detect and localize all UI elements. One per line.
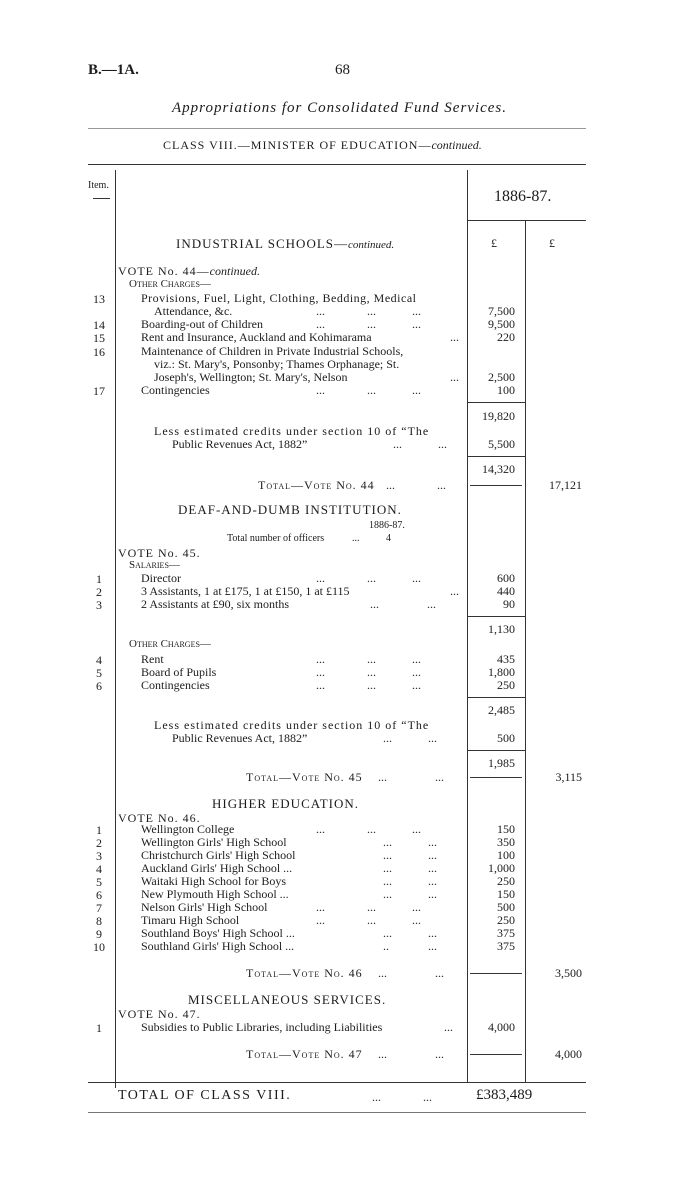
vote-45-heading: VOTE No. 45.: [118, 546, 201, 560]
leader-dots: ... ...: [383, 887, 437, 901]
leader-dots: ... ... ...: [316, 913, 421, 927]
item-number: 17: [93, 384, 105, 398]
amount: 4,000: [488, 1020, 515, 1034]
amount-column-middle-border: [525, 220, 526, 1082]
leader-dots: ...: [450, 330, 459, 344]
other-charges-heading: Other Charges—: [129, 638, 211, 650]
vote-46-heading: VOTE No. 46.: [118, 811, 201, 825]
other-charges-heading: Other Charges—: [129, 278, 211, 290]
page-title: Appropriations for Consolidated Fund Services.: [172, 100, 508, 116]
amount: 150: [497, 822, 515, 836]
salaries-total: 1,130: [488, 622, 515, 636]
class-title: [163, 138, 482, 153]
leader-dots: ... ...: [383, 874, 437, 888]
sum-rule: [467, 456, 525, 457]
item-description: Christchurch Girls' High School: [141, 848, 296, 862]
vote-47-heading: VOTE No. 47.: [118, 1007, 201, 1021]
leader-dots: ... ...: [372, 1090, 432, 1104]
pound-sign-1: £: [491, 236, 497, 250]
leader-dots: ...: [450, 370, 459, 384]
item-description: Rent and Insurance, Auckland and Kohimarama: [141, 330, 372, 344]
leader-dots: ... ...: [378, 966, 444, 980]
amount: 100: [497, 848, 515, 862]
class-total-label: TOTAL OF CLASS VIII.: [118, 1088, 292, 1103]
page-reference: B.—1A.: [88, 62, 139, 78]
amount: 375: [497, 926, 515, 940]
title-rule: [88, 128, 586, 129]
leader-dots: .. ...: [383, 939, 437, 953]
amount: 1,800: [488, 665, 515, 679]
total-rule: [470, 485, 522, 486]
pound-sign-2: £: [549, 236, 555, 250]
industrial-schools-heading: [176, 236, 394, 252]
subtotal: 19,820: [482, 409, 515, 423]
leader-dots: ... ...: [383, 731, 437, 745]
amount: 600: [497, 571, 515, 585]
item-number: 6: [96, 888, 102, 902]
item-description: Auckland Girls' High School ...: [141, 861, 293, 875]
item-description: Rent: [141, 652, 164, 666]
vote-total-label: Total—Vote No. 47: [246, 1047, 363, 1061]
item-number: 3: [96, 598, 102, 612]
amount: 435: [497, 652, 515, 666]
item-description: Provisions, Fuel, Light, Clothing, Bedding, Medical: [141, 291, 417, 305]
leader-dots: ... ... ...: [316, 571, 421, 585]
item-number: 7: [96, 901, 102, 915]
item-description: Southland Boys' High School ...: [141, 926, 295, 940]
leader-dots: ... ...: [383, 848, 437, 862]
leader-dots: ... ... ...: [316, 665, 421, 679]
page-bottom-rule: [88, 1112, 586, 1113]
item-description: Southland Girls' High School ...: [141, 939, 295, 953]
item-number: 2: [96, 585, 102, 599]
industrial-heading-continued: continued.: [348, 239, 395, 251]
item-number: 4: [96, 862, 102, 876]
leader-dots: ... ...: [386, 478, 446, 492]
item-description: Wellington College: [141, 822, 235, 836]
leader-dots: ...: [352, 533, 360, 544]
salaries-heading: Salaries—: [129, 559, 180, 571]
leader-dots: ... ... ...: [316, 317, 421, 331]
amount: 1,000: [488, 861, 515, 875]
leader-dots: ...: [444, 1020, 453, 1034]
amount-column-left-border: [467, 170, 468, 1082]
amount: 220: [497, 330, 515, 344]
sum-rule: [467, 616, 525, 617]
item-column-divider: [115, 170, 116, 1088]
leader-dots: ... ...: [393, 437, 447, 451]
item-number: 8: [96, 914, 102, 928]
item-description: Board of Pupils: [141, 665, 217, 679]
vote-total: 17,121: [549, 478, 582, 492]
class-title-continued: continued.: [431, 138, 482, 152]
leader-dots: ... ...: [383, 926, 437, 940]
total-rule: [470, 973, 522, 974]
vote-44-continued: continued.: [209, 264, 260, 278]
item-number: 3: [96, 849, 102, 863]
year-column-header: 1886-87.: [494, 188, 552, 205]
item-column-header: Item.: [88, 180, 109, 191]
amount: 90: [503, 597, 515, 611]
table-bottom-rule: [88, 1082, 586, 1083]
vote-total: 4,000: [555, 1047, 582, 1061]
sum-rule: [467, 750, 525, 751]
item-description: Timaru High School: [141, 913, 240, 927]
net-amount: 1,985: [488, 756, 515, 770]
item-description-continued: Attendance, &c.: [154, 304, 233, 318]
item-description: 2 Assistants at £90, six months: [141, 597, 290, 611]
vote-total-label: Total—Vote No. 46: [246, 966, 363, 980]
amount: 7,500: [488, 304, 515, 318]
amount: 100: [497, 383, 515, 397]
vote-total-label: Total—Vote No. 45: [246, 770, 363, 784]
item-description: Contingencies: [141, 383, 210, 397]
amount: 440: [497, 584, 515, 598]
amount: 2,500: [488, 370, 515, 384]
item-number: 14: [93, 318, 105, 332]
item-number: 5: [96, 666, 102, 680]
miscellaneous-services-heading: MISCELLANEOUS SERVICES.: [188, 992, 387, 1007]
item-description: 3 Assistants, 1 at £175, 1 at £150, 1 at £115: [141, 584, 350, 598]
less-credits-amount: 5,500: [488, 437, 515, 451]
vote-total: 3,115: [555, 770, 582, 784]
item-description: Nelson Girls' High School: [141, 900, 268, 914]
higher-education-heading: HIGHER EDUCATION.: [212, 796, 359, 811]
leader-dots: ... ... ...: [316, 383, 421, 397]
amount: 9,500: [488, 317, 515, 331]
item-number: 10: [93, 940, 105, 954]
item-description: Subsidies to Public Libraries, including Liabilities: [141, 1020, 383, 1034]
officers-label: Total number of officers: [227, 533, 325, 544]
item-number: 1: [96, 1021, 102, 1035]
leader-dots: ... ... ...: [316, 822, 421, 836]
amount: 375: [497, 939, 515, 953]
page-number: 68: [335, 62, 350, 78]
leader-dots: ...: [450, 584, 459, 598]
total-rule: [470, 1054, 522, 1055]
item-number: 1: [96, 572, 102, 586]
net-amount: 14,320: [482, 462, 515, 476]
item-number: 15: [93, 331, 105, 345]
table-top-rule: [88, 164, 586, 165]
leader-dots: ... ...: [370, 597, 436, 611]
vote-44-heading: [118, 264, 260, 279]
item-description-continued: Joseph's, Wellington; St. Mary's, Nelson: [154, 370, 348, 384]
subtotal: 2,485: [488, 703, 515, 717]
item-description: Boarding-out of Children: [141, 317, 263, 331]
vote-44-text: VOTE No. 44—: [118, 264, 210, 278]
amount: 250: [497, 678, 515, 692]
total-rule: [470, 777, 522, 778]
item-description: Wellington Girls' High School: [141, 835, 287, 849]
amount: 500: [497, 900, 515, 914]
item-number: 4: [96, 653, 102, 667]
item-number: 9: [96, 927, 102, 941]
deaf-and-dumb-heading: DEAF-AND-DUMB INSTITUTION.: [178, 502, 402, 517]
item-number: 5: [96, 875, 102, 889]
class-total-amount: £383,489: [476, 1087, 533, 1103]
sum-rule: [467, 697, 525, 698]
leader-dots: ... ...: [378, 770, 444, 784]
amount: 250: [497, 874, 515, 888]
leader-dots: ... ...: [378, 1047, 444, 1061]
amount: 250: [497, 913, 515, 927]
item-header-underline: [93, 198, 110, 199]
less-credits-text: Less estimated credits under section 10 of “The: [154, 718, 430, 732]
year-header-rule: [467, 220, 586, 221]
item-description: Maintenance of Children in Private Industrial Schools,: [141, 344, 404, 358]
amount: 350: [497, 835, 515, 849]
item-number: 1: [96, 823, 102, 837]
less-credits-text: Less estimated credits under section 10 of “The: [154, 424, 430, 438]
class-title-text: CLASS VIII.—MINISTER OF EDUCATION—: [163, 138, 432, 152]
leader-dots: ... ...: [383, 861, 437, 875]
leader-dots: ... ...: [383, 835, 437, 849]
industrial-heading-text: INDUSTRIAL SCHOOLS—: [176, 236, 348, 251]
item-description: New Plymouth High School ...: [141, 887, 289, 901]
leader-dots: ... ... ...: [316, 900, 421, 914]
item-description: Director: [141, 571, 181, 585]
item-number: 13: [93, 292, 105, 306]
vote-total: 3,500: [555, 966, 582, 980]
item-number: 6: [96, 679, 102, 693]
item-description-continued: viz.: St. Mary's, Ponsonby; Thames Orphanage; St.: [154, 357, 400, 371]
officers-count: 4: [386, 533, 391, 544]
leader-dots: ... ... ...: [316, 304, 421, 318]
officers-year: 1886-87.: [369, 520, 405, 531]
item-description: Waitaki High School for Boys: [141, 874, 287, 888]
amount: 150: [497, 887, 515, 901]
item-description: Contingencies: [141, 678, 210, 692]
less-credits-amount: 500: [497, 731, 515, 745]
item-number: 2: [96, 836, 102, 850]
leader-dots: ... ... ...: [316, 652, 421, 666]
leader-dots: ... ... ...: [316, 678, 421, 692]
less-credits-text-continued: Public Revenues Act, 1882”: [172, 731, 308, 745]
less-credits-text-continued: Public Revenues Act, 1882”: [172, 437, 308, 451]
sum-rule: [467, 402, 525, 403]
vote-total-label: Total—Vote No. 44: [258, 478, 375, 492]
item-number: 16: [93, 345, 105, 359]
